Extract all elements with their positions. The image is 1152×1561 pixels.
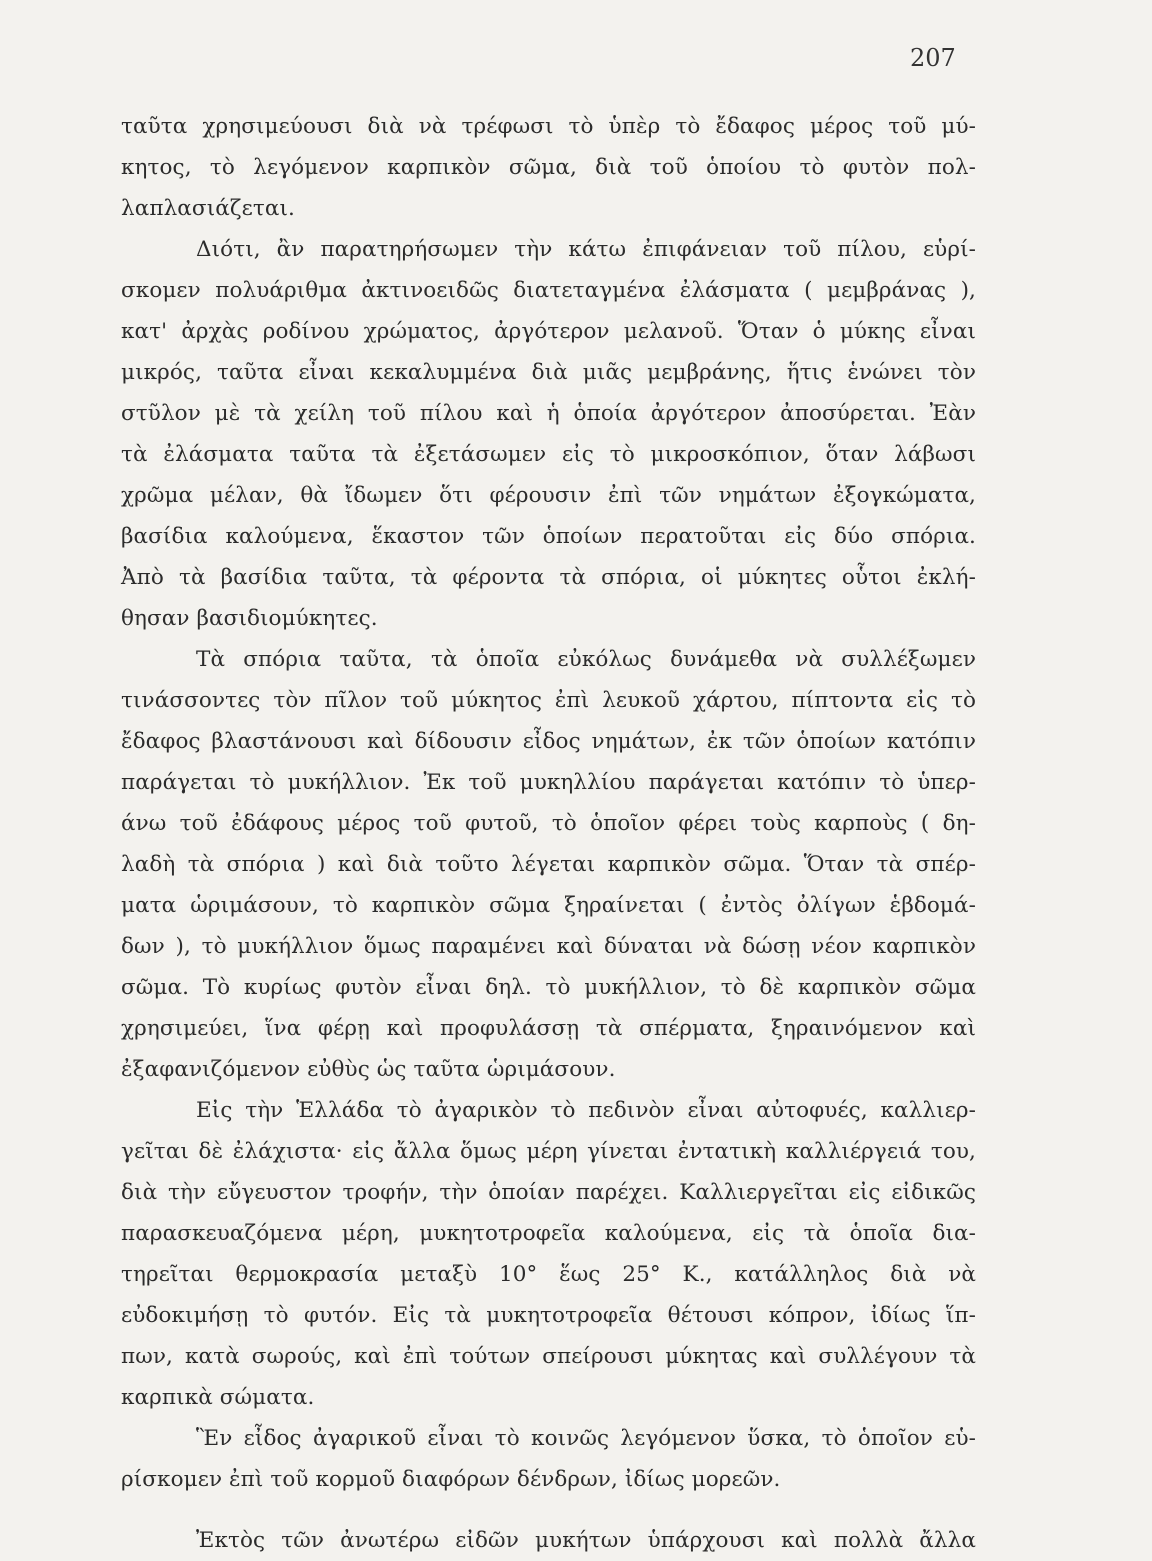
text-line: Ἀπὸ τὰ βασίδια ταῦτα, τὰ φέροντα τὰ σπόρια, οἱ μύκητες οὗτοι ἐκλή-: [121, 565, 976, 590]
text-line: λαπλασιάζεται.: [121, 196, 295, 221]
text-line: Τὰ σπόρια ταῦτα, τὰ ὁποῖα εὐκόλως δυνάμεθα νὰ συλλέξωμεν: [196, 647, 976, 672]
text-line: ἔδαφος βλαστάνουσι καὶ δίδουσιν εἶδος νημάτων, ἐκ τῶν ὁποίων κατόπιν: [121, 729, 976, 754]
text-line: βασίδια καλούμενα, ἕκαστον τῶν ὁποίων περατοῦται εἰς δύο σπόρια.: [121, 524, 976, 549]
text-line: Ἓν εἶδος ἀγαρικοῦ εἶναι τὸ κοινῶς λεγόμενον ὕσκα, τὸ ὁποῖον εὑ-: [196, 1426, 976, 1451]
text-line: Ἐκτὸς τῶν ἀνωτέρω εἰδῶν μυκήτων ὑπάρχουσι καὶ πολλὰ ἄλλα: [196, 1528, 976, 1553]
text-line: εὐδοκιμήσῃ τὸ φυτόν. Εἰς τὰ μυκητοτροφεῖα θέτουσι κόπρον, ἰδίως ἵπ-: [121, 1303, 976, 1328]
text-line: θησαν βασιδιομύκητες.: [121, 606, 378, 631]
body-text: [121, 106, 976, 1561]
text-line: γεῖται δὲ ἐλάχιστα· εἰς ἄλλα ὅμως μέρη γίνεται ἐντατικὴ καλλιέργειά του,: [121, 1139, 976, 1164]
text-line: τὰ ἐλάσματα ταῦτα τὰ ἐξετάσωμεν εἰς τὸ μικροσκόπιον, ὅταν λάβωσι: [121, 442, 976, 467]
page-number: 207: [910, 44, 956, 72]
text-line: λαδὴ τὰ σπόρια ) καὶ διὰ τοῦτο λέγεται καρπικὸν σῶμα. Ὅταν τὰ σπέρ-: [121, 852, 976, 877]
text-line: μικρός, ταῦτα εἶναι κεκαλυμμένα διὰ μιᾶς μεμβράνης, ἥτις ἑνώνει τὸν: [121, 360, 976, 385]
text-line: Εἰς τὴν Ἑλλάδα τὸ ἀγαρικὸν τὸ πεδινὸν εἶναι αὐτοφυές, καλλιερ-: [196, 1098, 976, 1123]
text-line: ματα ὡριμάσουν, τὸ καρπικὸν σῶμα ξηραίνεται ( ἐντὸς ὀλίγων ἑβδομά-: [121, 893, 976, 918]
text-line: πων, κατὰ σωρούς, καὶ ἐπὶ τούτων σπείρουσι μύκητας καὶ συλλέγουν τὰ: [121, 1344, 976, 1369]
text-line: Διότι, ἂν παρατηρήσωμεν τὴν κάτω ἐπιφάνειαν τοῦ πίλου, εὑρί-: [196, 237, 976, 262]
text-line: τηρεῖται θερμοκρασία μεταξὺ 10° ἕως 25° Κ., κατάλληλος διὰ νὰ: [121, 1262, 976, 1287]
text-line: άνω τοῦ ἐδάφους μέρος τοῦ φυτοῦ, τὸ ὁποῖον φέρει τοὺς καρποὺς ( δη-: [121, 811, 976, 836]
text-line: διὰ τὴν εὔγευστον τροφήν, τὴν ὁποίαν παρέχει. Καλλιεργεῖται εἰς εἰδικῶς: [121, 1180, 976, 1205]
text-line: τινάσσοντες τὸν πῖλον τοῦ μύκητος ἐπὶ λευκοῦ χάρτου, πίπτοντα εἰς τὸ: [121, 688, 976, 713]
text-line: ρίσκομεν ἐπὶ τοῦ κορμοῦ διαφόρων δένδρων, ἰδίως μορεῶν.: [121, 1467, 781, 1492]
text-line: σῶμα. Τὸ κυρίως φυτὸν εἶναι δηλ. τὸ μυκήλλιον, τὸ δὲ καρπικὸν σῶμα: [121, 975, 976, 1000]
text-line: σκομεν πολυάριθμα ἀκτινοειδῶς διατεταγμένα ἐλάσματα ( μεμβράνας ),: [121, 278, 976, 303]
text-line: κητος, τὸ λεγόμενον καρπικὸν σῶμα, διὰ τοῦ ὁποίου τὸ φυτὸν πολ-: [121, 155, 976, 180]
text-line: ταῦτα χρησιμεύουσι διὰ νὰ τρέφωσι τὸ ὑπὲρ τὸ ἔδαφος μέρος τοῦ μύ-: [121, 114, 976, 139]
text-line: στῦλον μὲ τὰ χείλη τοῦ πίλου καὶ ἡ ὁποία ἀργότερον ἀποσύρεται. Ἐὰν: [121, 401, 976, 426]
text-line: παρασκευαζόμενα μέρη, μυκητοτροφεῖα καλούμενα, εἰς τὰ ὁποῖα δια-: [121, 1221, 976, 1246]
text-line: καρπικὰ σώματα.: [121, 1385, 315, 1410]
text-line: ἐξαφανιζόμενον εὐθὺς ὡς ταῦτα ὡριμάσουν.: [121, 1057, 616, 1082]
text-line: κατ' ἀρχὰς ροδίνου χρώματος, ἀργότερον μελανοῦ. Ὅταν ὁ μύκης εἶναι: [121, 319, 976, 344]
text-line: δων ), τὸ μυκήλλιον ὅμως παραμένει καὶ δύναται νὰ δώσῃ νέον καρπικὸν: [121, 934, 976, 959]
text-line: παράγεται τὸ μυκήλλιον. Ἐκ τοῦ μυκηλλίου παράγεται κατόπιν τὸ ὑπερ-: [121, 770, 976, 795]
text-line: χρησιμεύει, ἵνα φέρῃ καὶ προφυλάσσῃ τὰ σπέρματα, ξηραινόμενον καὶ: [121, 1016, 976, 1041]
text-line: χρῶμα μέλαν, θὰ ἴδωμεν ὅτι φέρουσιν ἐπὶ τῶν νημάτων ἐξογκώματα,: [121, 483, 976, 508]
